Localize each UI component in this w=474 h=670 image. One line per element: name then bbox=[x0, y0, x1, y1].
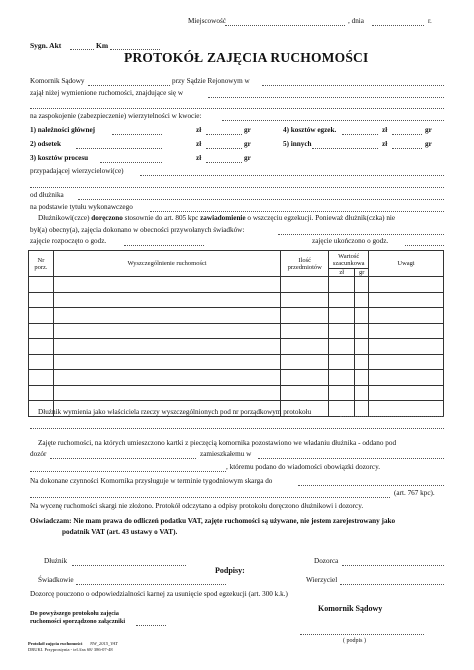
cell-value-zl[interactable] bbox=[329, 308, 355, 324]
cell-value-zl[interactable] bbox=[329, 292, 355, 308]
cell-quantity[interactable] bbox=[281, 370, 329, 386]
attachments-line-2: ruchomości sporządzono załączniki bbox=[30, 618, 126, 625]
execution-zl-field[interactable] bbox=[342, 134, 378, 135]
attachments-count-field[interactable] bbox=[136, 625, 166, 626]
cell-value-zl[interactable] bbox=[329, 401, 355, 417]
seizure-start-field[interactable] bbox=[124, 245, 204, 246]
interest-zl-field[interactable] bbox=[76, 148, 162, 149]
table-row bbox=[29, 277, 444, 293]
table-row bbox=[29, 323, 444, 339]
cell-value-zl[interactable] bbox=[329, 385, 355, 401]
cell-notes[interactable] bbox=[369, 277, 444, 293]
complaint-court-field-2[interactable] bbox=[30, 497, 390, 498]
delivery-text-2: stosownie do art. 805 kpc bbox=[124, 214, 199, 222]
gr-label: gr bbox=[425, 126, 432, 134]
seal-address-label: zamieszkałemu w bbox=[200, 450, 252, 458]
cell-description[interactable] bbox=[53, 323, 280, 339]
owner-field[interactable] bbox=[340, 416, 444, 417]
cell-description[interactable] bbox=[53, 308, 280, 324]
case-field[interactable] bbox=[70, 49, 94, 50]
creditor-field-2[interactable] bbox=[30, 187, 444, 188]
cell-notes[interactable] bbox=[369, 292, 444, 308]
bailiff-field[interactable] bbox=[88, 85, 170, 86]
year-suffix: r. bbox=[428, 17, 432, 25]
bailiff-signature-label: Komornik Sądowy bbox=[318, 604, 383, 613]
sig-creditor-label: Wierzyciel bbox=[306, 576, 338, 584]
principal-zl-field[interactable] bbox=[112, 134, 162, 135]
cell-value-gr[interactable] bbox=[355, 339, 369, 355]
location-field-2[interactable] bbox=[30, 108, 444, 109]
cell-quantity[interactable] bbox=[281, 308, 329, 324]
date-field[interactable] bbox=[372, 25, 424, 26]
cell-nr[interactable] bbox=[29, 308, 54, 324]
cell-quantity[interactable] bbox=[281, 385, 329, 401]
debtor-field[interactable] bbox=[78, 199, 444, 200]
cell-description[interactable] bbox=[53, 354, 280, 370]
header-value-gr: gr bbox=[355, 269, 369, 277]
title-basis-field[interactable] bbox=[150, 211, 444, 212]
cell-quantity[interactable] bbox=[281, 323, 329, 339]
cell-value-zl[interactable] bbox=[329, 354, 355, 370]
seizure-end-field[interactable] bbox=[405, 245, 444, 246]
cell-value-zl[interactable] bbox=[329, 370, 355, 386]
items-table bbox=[28, 250, 444, 417]
witnesses-intro: był(a) obecny(a), zajęcia dokonano w obecności przywołanych świadków: bbox=[30, 226, 245, 234]
cell-value-zl[interactable] bbox=[329, 277, 355, 293]
zl-label: zł bbox=[196, 126, 202, 134]
header-value: Wartość szacunkowa bbox=[329, 251, 369, 269]
table-row bbox=[29, 385, 444, 401]
complaint-court-field[interactable] bbox=[298, 485, 444, 486]
cell-quantity[interactable] bbox=[281, 277, 329, 293]
gr-label: gr bbox=[425, 140, 432, 148]
costs-gr-field[interactable] bbox=[206, 162, 242, 163]
table-row bbox=[29, 354, 444, 370]
owner-field-2[interactable] bbox=[30, 428, 444, 429]
execution-gr-field[interactable] bbox=[392, 134, 422, 135]
case-label: Sygn. Akt bbox=[30, 41, 62, 50]
footer-form-code: NW_2015_VAT bbox=[90, 641, 118, 646]
seized-label: zajął niżej wymienione ruchomości, znajdujące się w bbox=[30, 89, 184, 97]
cell-notes[interactable] bbox=[369, 339, 444, 355]
table-row bbox=[29, 339, 444, 355]
owner-text: Dłużnik wymienia jako właściciela rzeczy wyszczególnionych pod nr porządkowym protokołu bbox=[38, 408, 312, 416]
seizure-end-label: zajęcie ukończono o godz. bbox=[312, 237, 389, 245]
sig-debtor-label: Dłużnik bbox=[44, 557, 68, 565]
costs-zl-field[interactable] bbox=[100, 162, 162, 163]
valuation-text: Na wycenę ruchomości skargi nie złożono. Protokół odczytano a odpisy protokołu doręczono dłużnikowi i dozorcy. bbox=[30, 502, 364, 510]
declaration-line-2: podatnik VAT (art. 43 ustawy o VAT). bbox=[62, 528, 178, 536]
delivery-notice bbox=[38, 214, 395, 223]
header-nr: Nr porz. bbox=[29, 251, 54, 277]
other-zl-field[interactable] bbox=[312, 148, 378, 149]
debtor-label: od dłużnika bbox=[30, 191, 64, 199]
cell-value-gr[interactable] bbox=[355, 323, 369, 339]
gr-label: gr bbox=[244, 154, 251, 162]
cell-value-zl[interactable] bbox=[329, 339, 355, 355]
amount-execution-costs-label: 4) kosztów egzek. bbox=[283, 126, 337, 134]
sig-witnesses-field[interactable] bbox=[76, 584, 226, 585]
zl-label: zł bbox=[382, 140, 388, 148]
cell-nr[interactable] bbox=[29, 323, 54, 339]
amount-costs-label: 3) kosztów procesu bbox=[30, 154, 89, 162]
cell-description[interactable] bbox=[53, 339, 280, 355]
cell-nr[interactable] bbox=[29, 277, 54, 293]
guardian-address-field[interactable] bbox=[258, 458, 444, 459]
place-label: Miejscowość bbox=[188, 17, 226, 25]
cell-notes[interactable] bbox=[369, 354, 444, 370]
sig-guardian-label: Dozorca bbox=[314, 557, 339, 565]
footer-publisher: DRUKI. Przyprostynia - tel./fax 68/ 386-07-48 bbox=[28, 647, 113, 652]
header-quantity: Ilość przedmiotów bbox=[281, 251, 329, 277]
amount-other-label: 5) innych bbox=[283, 140, 312, 148]
guardian-notice: Dozorcę pouczono o odpowiedzialności karnej za usunięcie spod egzekucji (art. 300 k.k.) bbox=[30, 590, 288, 598]
table-row bbox=[29, 308, 444, 324]
cell-value-gr[interactable] bbox=[355, 292, 369, 308]
seal-text-3: , któremu podano do wiadomości obowiązki dozorcy. bbox=[226, 463, 381, 471]
cell-value-gr[interactable] bbox=[355, 354, 369, 370]
document-title: PROTOKÓŁ ZAJĘCIA RUCHOMOŚCI bbox=[124, 50, 369, 65]
delivery-text-1: Dłużnikowi(czce) bbox=[38, 214, 90, 222]
principal-gr-field[interactable] bbox=[206, 134, 242, 135]
declaration-line-1: Oświadczam: Nie mam prawa do odliczeń podatku VAT, zajęte ruchomości są używane, nie jestem zarejestrowany jako bbox=[30, 517, 396, 525]
bailiff-signature-field[interactable] bbox=[300, 634, 424, 635]
zl-label: zł bbox=[382, 126, 388, 134]
cell-nr[interactable] bbox=[29, 354, 54, 370]
signature-caption: ( podpis ) bbox=[343, 638, 366, 644]
attachments-line-1: Do powyższego protokołu zajęcia bbox=[30, 610, 119, 617]
cell-description[interactable] bbox=[53, 277, 280, 293]
table-row bbox=[29, 292, 444, 308]
km-label: Km bbox=[96, 41, 109, 50]
cell-notes[interactable] bbox=[369, 385, 444, 401]
footer-form-name: Protokół zajęcia ruchomości bbox=[28, 641, 83, 646]
court-field[interactable] bbox=[262, 85, 444, 86]
cell-nr[interactable] bbox=[29, 292, 54, 308]
cell-quantity[interactable] bbox=[281, 292, 329, 308]
title-basis-label: na podstawie tytułu wykonawczego bbox=[30, 203, 133, 211]
sig-witnesses-label: Świadkowie bbox=[38, 576, 74, 584]
amount-interest-label: 2) odsetek bbox=[30, 140, 61, 148]
delivery-text-3: o wszczęciu egzekucji. Ponieważ dłużnik(czka) nie bbox=[247, 214, 396, 222]
sig-guardian-field[interactable] bbox=[342, 565, 444, 566]
bailiff-label: Komornik Sądowy bbox=[30, 77, 85, 85]
header-description: Wyszczególnienie ruchomości bbox=[53, 251, 280, 277]
gr-label: gr bbox=[244, 126, 251, 134]
sig-debtor-field[interactable] bbox=[72, 565, 186, 566]
seizure-start-label: zajęcie rozpoczęto o godz. bbox=[30, 237, 107, 245]
zl-label: zł bbox=[196, 154, 202, 162]
court-label: przy Sądzie Rejonowym w bbox=[172, 77, 250, 85]
cell-description[interactable] bbox=[53, 370, 280, 386]
other-gr-field[interactable] bbox=[392, 148, 422, 149]
guardian-address-field-2[interactable] bbox=[30, 471, 226, 472]
signatures-title: Podpisy: bbox=[215, 566, 245, 575]
delivery-bold-2: zawiadomienie bbox=[200, 214, 246, 222]
sig-creditor-field[interactable] bbox=[340, 584, 444, 585]
cell-quantity[interactable] bbox=[281, 354, 329, 370]
cell-notes[interactable] bbox=[369, 323, 444, 339]
place-field[interactable] bbox=[225, 25, 345, 26]
gr-label: gr bbox=[244, 140, 251, 148]
cell-quantity[interactable] bbox=[281, 339, 329, 355]
witnesses-field-1[interactable] bbox=[278, 234, 444, 235]
cell-value-gr[interactable] bbox=[355, 308, 369, 324]
claim-field[interactable] bbox=[222, 120, 444, 121]
cell-value-gr[interactable] bbox=[355, 401, 369, 417]
cell-notes[interactable] bbox=[369, 308, 444, 324]
amount-principal-label: 1) należności głównej bbox=[30, 126, 96, 134]
header-notes: Uwagi bbox=[369, 251, 444, 277]
creditor-field[interactable] bbox=[140, 175, 444, 176]
seal-text-1: Zajęte ruchomości, na których umieszczono kartki z pieczęcią komornika pozostawiono we władaniu dłużnika - oddano pod bbox=[38, 439, 397, 447]
complaint-text: Na dokonane czynności Komornika przysługuje w terminie tygodniowym skarga do bbox=[30, 477, 273, 485]
complaint-art: (art. 767 kpc). bbox=[394, 489, 435, 497]
claim-label: na zaspokojenie (zabezpieczenie) wierzytelności w kwocie: bbox=[30, 112, 202, 120]
cell-value-gr[interactable] bbox=[355, 370, 369, 386]
seal-dozor-label: dozór bbox=[30, 450, 47, 458]
creditor-label: przypadającej wierzycielowi(ce) bbox=[30, 167, 124, 175]
cell-nr[interactable] bbox=[29, 339, 54, 355]
date-label: , dnia bbox=[348, 17, 364, 25]
cell-notes[interactable] bbox=[369, 401, 444, 417]
cell-description[interactable] bbox=[53, 292, 280, 308]
cell-nr[interactable] bbox=[29, 385, 54, 401]
location-field-1[interactable] bbox=[208, 97, 444, 98]
cell-value-gr[interactable] bbox=[355, 277, 369, 293]
delivery-bold-1: doręczono bbox=[91, 214, 123, 222]
interest-gr-field[interactable] bbox=[206, 148, 242, 149]
table-row bbox=[29, 370, 444, 386]
cell-notes[interactable] bbox=[369, 370, 444, 386]
zl-label: zł bbox=[196, 140, 202, 148]
cell-value-gr[interactable] bbox=[355, 385, 369, 401]
guardian-name-field[interactable] bbox=[50, 458, 196, 459]
header-value-zl: zł bbox=[329, 269, 355, 277]
cell-value-zl[interactable] bbox=[329, 323, 355, 339]
cell-description[interactable] bbox=[53, 385, 280, 401]
cell-nr[interactable] bbox=[29, 370, 54, 386]
